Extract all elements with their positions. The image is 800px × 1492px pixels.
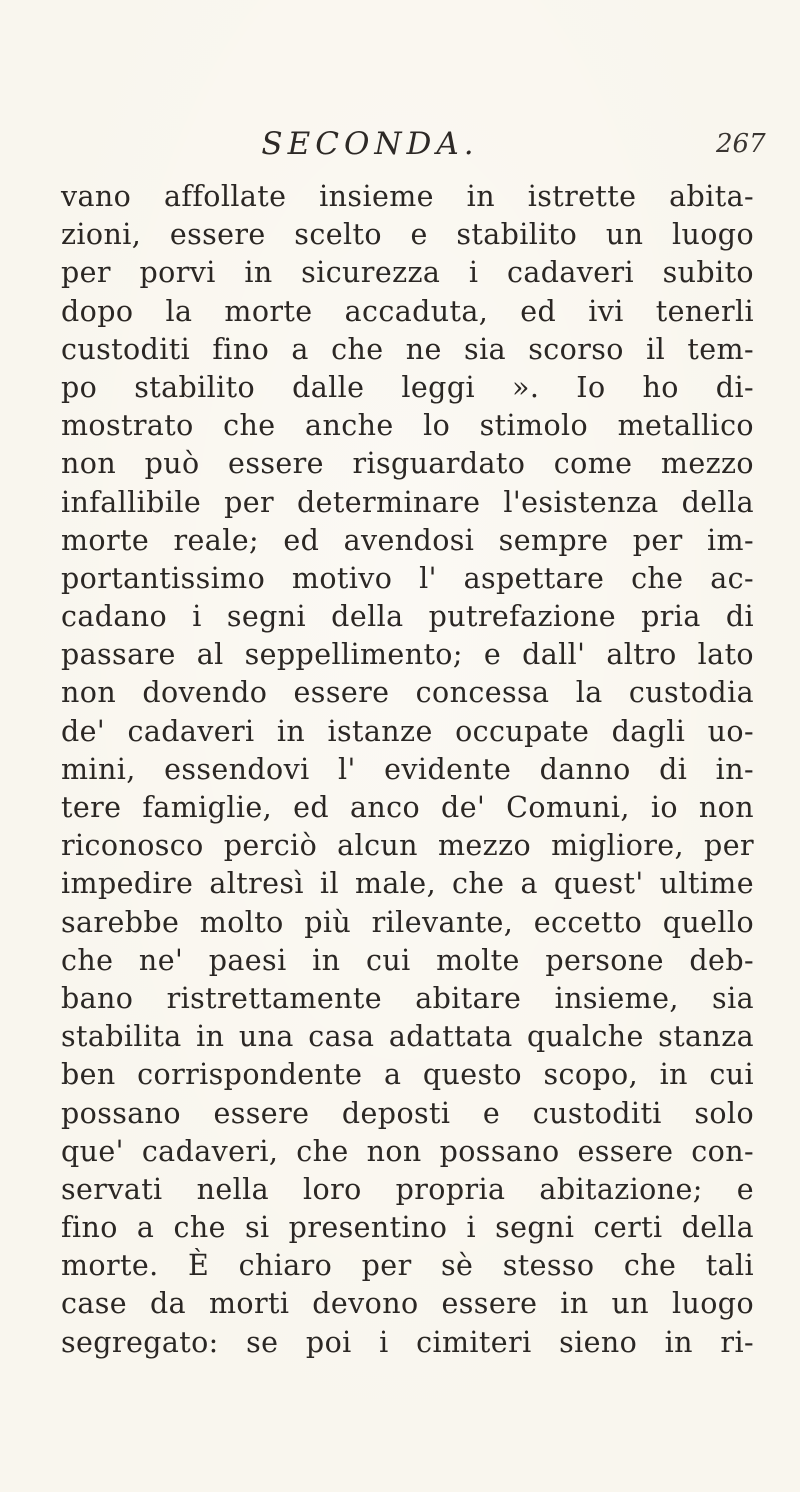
text-line: dopo la morte accaduta, ed ivi tenerli — [61, 294, 754, 328]
text-line: morte reale; ed avendosi sempre per im- — [61, 523, 754, 557]
text-line: portantissimo motivo l' aspettare che ac- — [61, 561, 754, 595]
page-header — [0, 126, 800, 166]
text-line: riconosco perciò alcun mezzo migliore, per — [61, 829, 754, 863]
text-line: non dovendo essere concessa la custodia — [61, 676, 754, 710]
text-line: mostrato che anche lo stimolo metallico — [61, 409, 754, 443]
text-line: che ne' paesi in cui molte persone deb- — [61, 943, 754, 977]
text-line: non può essere risguardato come mezzo — [61, 447, 754, 481]
text-line: impedire altresì il male, che a quest' ultime — [61, 867, 754, 901]
text-line: zioni, essere scelto e stabilito un luogo — [61, 218, 754, 252]
text-line: sarebbe molto più rilevante, eccetto quello — [61, 905, 754, 939]
text-line: vano affollate insieme in istrette abita- — [61, 180, 754, 213]
text-line: de' cadaveri in istanze occupate dagli uo- — [61, 714, 754, 748]
text-line: per porvi in sicurezza i cadaveri subito — [61, 256, 754, 290]
text-line: mini, essendovi l' evidente danno di in- — [61, 752, 754, 786]
text-line: po stabilito dalle leggi ». Io ho di- — [61, 370, 754, 404]
body-text — [61, 178, 754, 1362]
text-line: servati nella loro propria abitazione; e — [61, 1172, 754, 1206]
text-line: tere famiglie, ed anco de' Comuni, io non — [61, 791, 754, 824]
text-line: segregato: se poi i cimiteri sieno in ri- — [61, 1325, 754, 1359]
text-line: ben corrispondente a questo scopo, in cui — [61, 1058, 754, 1092]
running-head: SECONDA. — [261, 126, 479, 162]
text-line: infallibile per determinare l'esistenza della — [61, 485, 754, 519]
text-line: que' cadaveri, che non possano essere con- — [61, 1134, 754, 1168]
text-line: cadano i segni della putrefazione pria di — [61, 600, 754, 634]
text-line: passare al seppellimento; e dall' altro lato — [61, 638, 754, 672]
text-line: custoditi fino a che ne sia scorso il tem- — [61, 332, 754, 366]
text-line: fino a che si presentino i segni certi della — [61, 1211, 754, 1245]
page-number: 267 — [716, 129, 766, 159]
text-line: stabilita in una casa adattata qualche stanza — [61, 1020, 754, 1054]
text-line: bano ristrettamente abitare insieme, sia — [61, 981, 754, 1015]
text-line: case da morti devono essere in un luogo — [61, 1287, 754, 1321]
text-line: morte. È chiaro per sè stesso che tali — [61, 1249, 754, 1283]
text-line: possano essere deposti e custoditi solo — [61, 1096, 754, 1130]
